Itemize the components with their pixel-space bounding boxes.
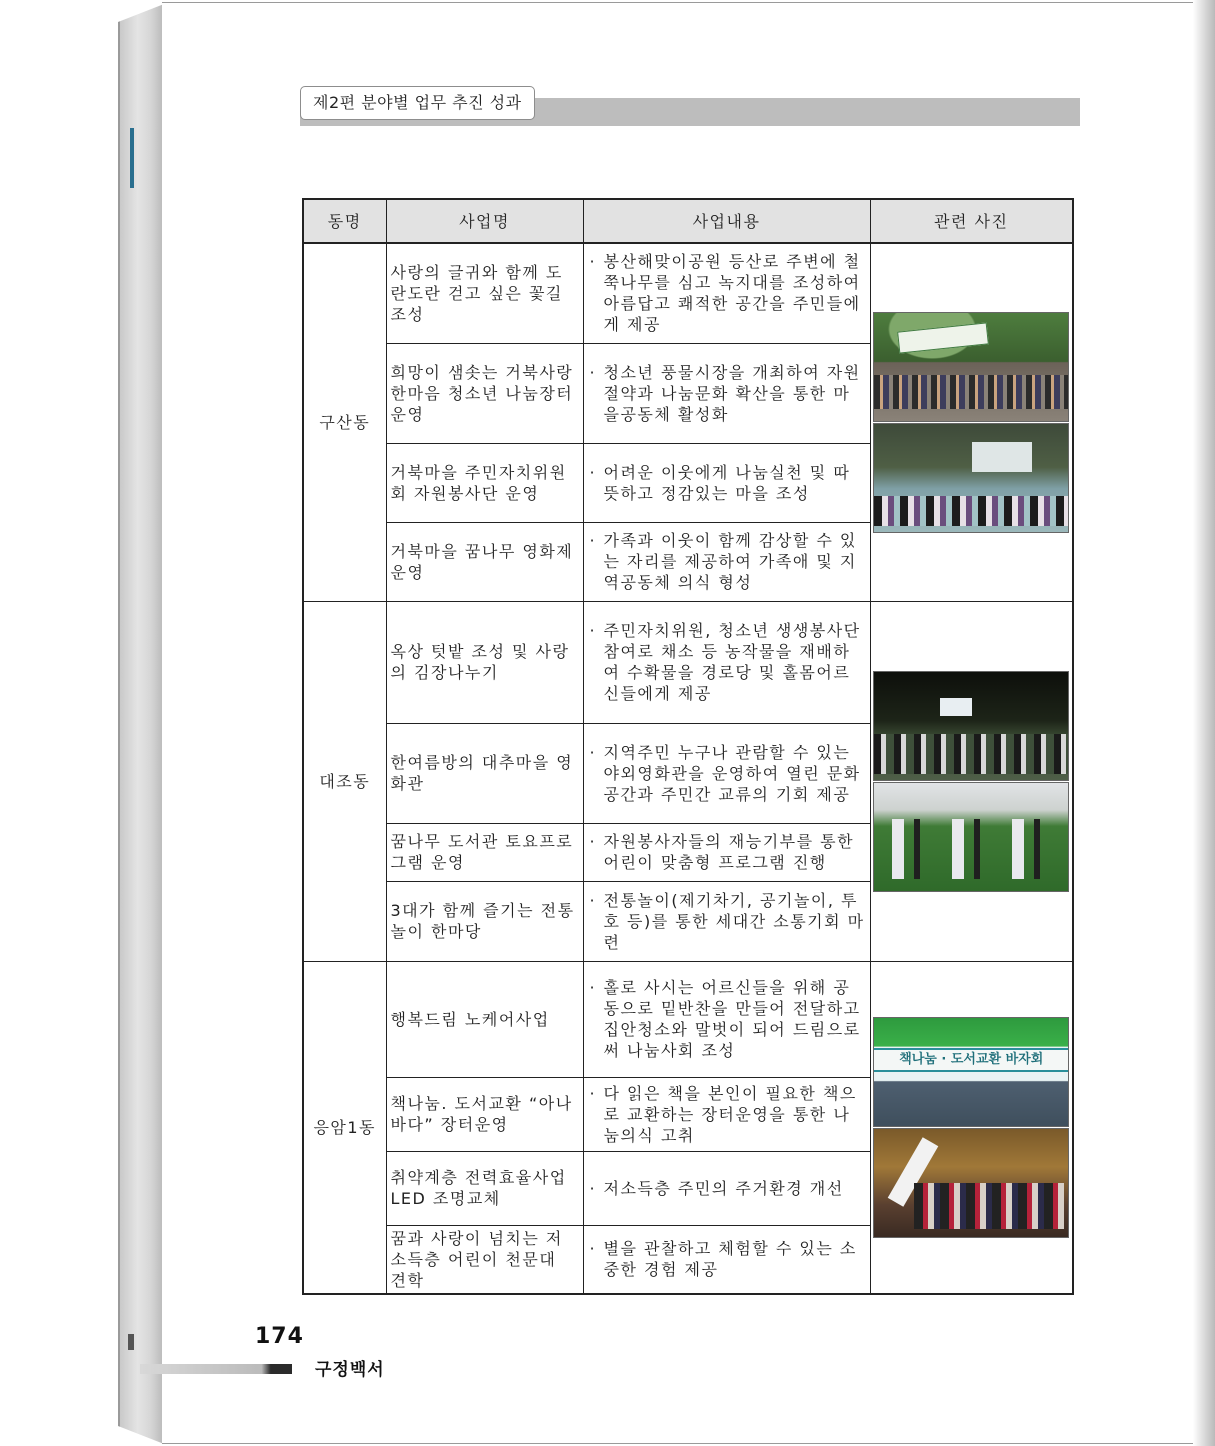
business-name: 한여름방의 대추마을 영화관	[386, 723, 583, 823]
business-name: 3대가 함께 즐기는 전통놀이 한마당	[386, 881, 583, 961]
footer-bar	[140, 1364, 292, 1374]
photo-sign-text: 책나눔 · 도서교환 바자회	[899, 1051, 1044, 1067]
photo-rooftop-garden	[873, 782, 1069, 892]
photo-flower-road-event	[873, 312, 1069, 422]
business-name: 희망이 샘솟는 거북사랑 한마음 청소년 나눔장터 운영	[386, 343, 583, 443]
business-content: · 봉산해맞이공원 등산로 주변에 철쭉나무를 심고 녹지대를 조성하여 아름답고 쾌적한 공간을 주민들에게 제공	[583, 243, 870, 343]
header-dong: 동명	[303, 199, 386, 243]
business-content: · 어려운 이웃에게 나눔실천 및 따뜻하고 정감있는 마을 조성	[583, 443, 870, 522]
business-name: 책나눔. 도서교환 “아나바다” 장터운영	[386, 1077, 583, 1151]
page-edge-shade	[1193, 0, 1215, 1446]
book-spine	[118, 4, 164, 1444]
table-row	[303, 961, 1073, 1077]
business-name: 사랑의 글귀와 함께 도란도란 걷고 싶은 꽃길 조성	[386, 243, 583, 343]
photo-outdoor-cinema	[873, 671, 1069, 781]
business-content: · 저소득층 주민의 주거환경 개선	[583, 1151, 870, 1225]
table-header-row	[303, 199, 1073, 243]
photo-cell	[870, 243, 1073, 601]
header-content: 사업내용	[583, 199, 870, 243]
photo-observatory-visit	[873, 1128, 1069, 1238]
business-content: · 가족과 이웃이 함께 감상할 수 있는 자리를 제공하여 가족애 및 지역공동체 의식 형성	[583, 522, 870, 601]
business-content: · 다 읽은 책을 본인이 필요한 책으로 교환하는 장터운영을 통한 나눔의식 고취	[583, 1077, 870, 1151]
photo-cell	[870, 601, 1073, 961]
business-content: · 지역주민 누구나 관람할 수 있는 야외영화관을 운영하여 열린 문화공간과 주민간 교류의 기회 제공	[583, 723, 870, 823]
business-name: 옥상 텃밭 조성 및 사랑의 김장나누기	[386, 601, 583, 723]
business-name: 거북마을 꿈나무 영화제 운영	[386, 522, 583, 601]
dong-cell: 대조동	[303, 601, 386, 961]
chapter-title: 제2편 분야별 업무 추진 성과	[300, 86, 535, 120]
project-table	[302, 198, 1074, 1295]
business-content: · 청소년 풍물시장을 개최하여 자원절약과 나눔문화 확산을 통한 마을공동체 활성화	[583, 343, 870, 443]
dong-cell: 응암1동	[303, 961, 386, 1294]
header-photo: 관련 사진	[870, 199, 1073, 243]
business-name: 꿈나무 도서관 토요프로그램 운영	[386, 823, 583, 881]
book-title: 구정백서	[315, 1360, 385, 1380]
page-number: 174	[255, 1324, 304, 1349]
dong-cell: 구산동	[303, 243, 386, 601]
business-name: 취약계층 전력효율사업 LED 조명교체	[386, 1151, 583, 1225]
spine-mark	[128, 1334, 134, 1350]
business-name: 꿈과 사랑이 넘치는 저소득층 어린이 천문대 견학	[386, 1225, 583, 1294]
business-content: · 전통놀이(제기차기, 공기놀이, 투호 등)를 통한 세대간 소통기회 마련	[583, 881, 870, 961]
business-name: 행복드림 노케어사업	[386, 961, 583, 1077]
table-row	[303, 243, 1073, 343]
header-business: 사업명	[386, 199, 583, 243]
business-content: · 주민자치위원, 청소년 생생봉사단 참여로 채소 등 농작물을 재배하여 수확물을 경로당 및 홀몸어르신들에게 제공	[583, 601, 870, 723]
business-content: · 자원봉사자들의 재능기부를 통한 어린이 맞춤형 프로그램 진행	[583, 823, 870, 881]
photo-cell	[870, 961, 1073, 1294]
business-content: · 별을 관찰하고 체험할 수 있는 소중한 경험 제공	[583, 1225, 870, 1294]
photo-film-festival	[873, 423, 1069, 533]
table-row	[303, 601, 1073, 723]
spine-bookmark	[130, 128, 134, 188]
business-content: · 홀로 사시는 어르신들을 위해 공동으로 밑반찬을 만들어 전달하고 집안청소와 말벗이 되어 드림으로써 나눔사회 조성	[583, 961, 870, 1077]
photo-book-exchange	[873, 1017, 1069, 1127]
business-name: 거북마을 주민자치위원회 자원봉사단 운영	[386, 443, 583, 522]
